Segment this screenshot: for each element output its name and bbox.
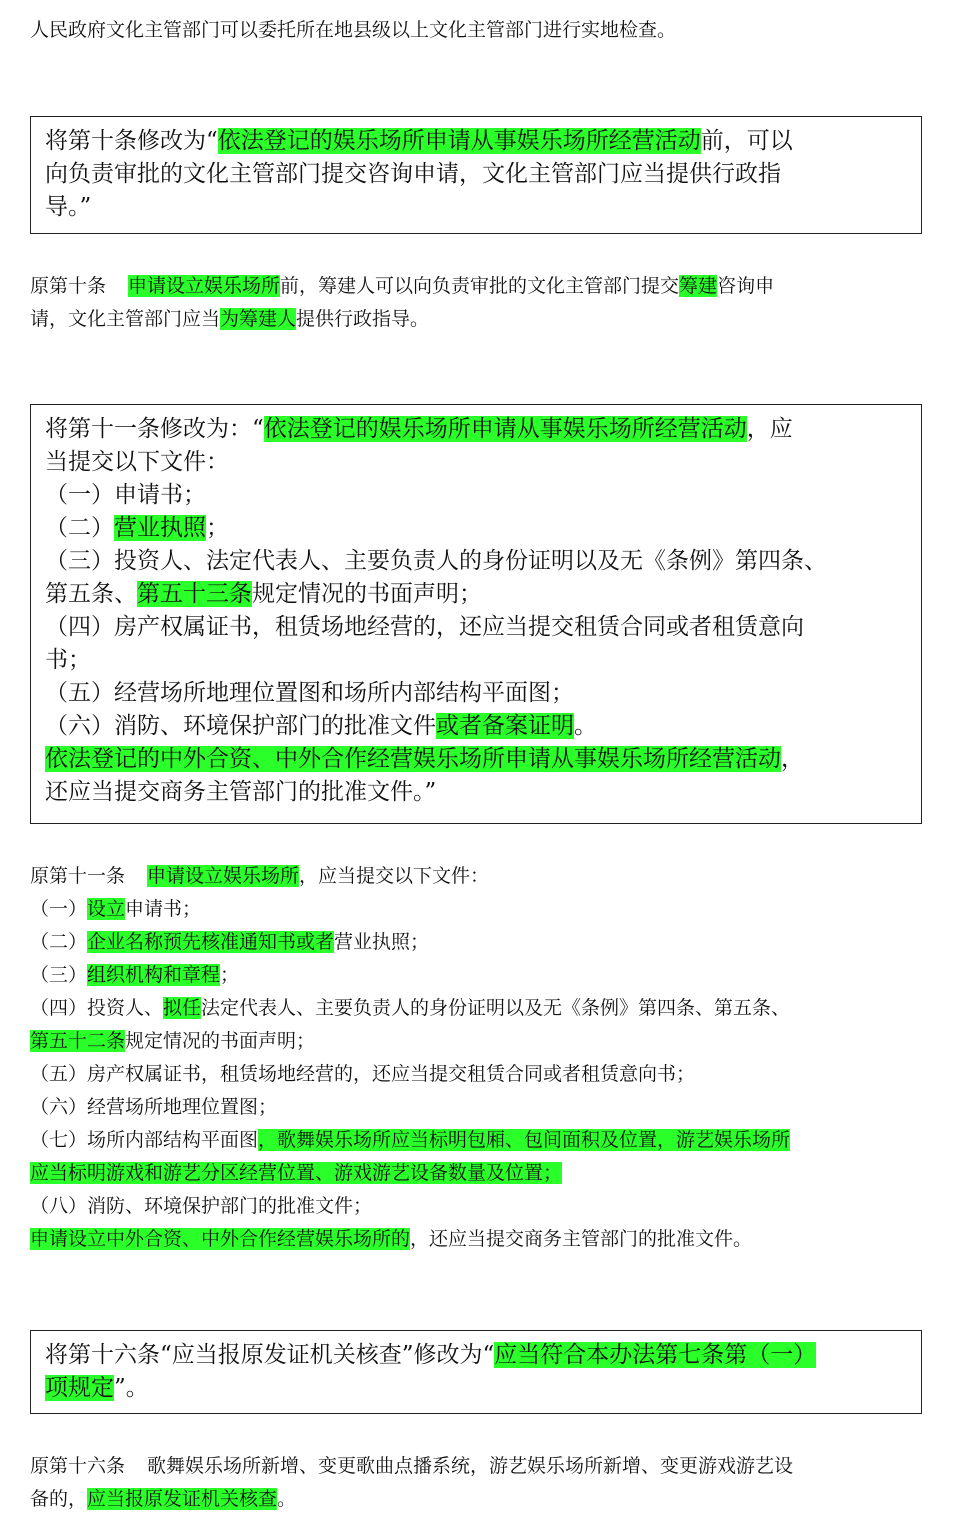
highlight: 拟任: [163, 997, 202, 1019]
box10-line-2: 向负责审批的文化主管部门提交咨询申请，文化主管部门应当提供行政指: [45, 161, 781, 187]
highlight: 项规定: [45, 1375, 114, 1401]
highlight: 组织机构和章程: [87, 964, 221, 986]
highlight: 设立: [87, 898, 126, 920]
highlight: 第五十三条: [137, 581, 252, 607]
highlight: 申请设立中外合资、中外合作经营娱乐场所的: [30, 1228, 411, 1250]
article-label: 原第十一条: [30, 865, 126, 887]
highlight: 第五十二条: [30, 1030, 126, 1052]
amendment-box-article-11: 将第十一条修改为：“依法登记的娱乐场所申请从事娱乐场所经营活动，应 当提交以下文件： （一）申请书； （二）营业执照； （三）投资人、法定代表人、主要负责人的身份证明以及无《条例》第四条、 第五条、第五十三条规定情况的书面声明； （四）房产权属证书，租赁场地经营的，还应当提交租赁合同或者租赁意向 书； （五）经营场所地理位置图和场所内部结构平面图； （六）消防、环境保护部门的批准文件或者备案证明。 依法登记的中外合资、中外合作经营娱乐场所申请从事娱乐场所经营活动， 还应当提交商务主管部门的批准文件。”: [30, 404, 922, 824]
highlight: 营业执照: [114, 515, 206, 541]
original-article-16: 原第十六条 歌舞娱乐场所新增、变更歌曲点播系统，游艺娱乐场所新增、变更游戏游艺设 备的，应当报原发证机关核查。: [30, 1455, 794, 1510]
highlight: ，歌舞娱乐场所应当标明包厢、包间面积及位置，游艺娱乐场所: [258, 1129, 791, 1151]
highlight: 为筹建人: [220, 308, 297, 330]
article-label: 原第十六条: [30, 1455, 126, 1477]
highlight: 企业名称预先核准通知书或者: [87, 931, 335, 953]
box10-line-1: 将第十条修改为“依法登记的娱乐场所申请从事娱乐场所经营活动前，可以: [45, 128, 793, 154]
original-article-10: 原第十条 申请设立娱乐场所前，筹建人可以向负责审批的文化主管部门提交筹建咨询申 请，文化主管部门应当为筹建人提供行政指导。: [30, 275, 775, 330]
highlight: 申请设立娱乐场所: [128, 275, 281, 297]
article-label: 原第十条: [30, 275, 107, 297]
highlight: 依法登记的中外合资、中外合作经营娱乐场所申请从事娱乐场所经营活动: [45, 746, 781, 772]
original-article-11: 原第十一条 申请设立娱乐场所，应当提交以下文件： （一）设立申请书； （二）企业名称预先核准通知书或者营业执照； （三）组织机构和章程； （四）投资人、拟任法定代表人、主要负责人的身份证明以及无《条例》第四条、第五条、 第五十二条规定情况的书面声明； （五）房产权属证书，租赁场地经营的，还应当提交租赁合同或者租赁意向书； （六）经营场所地理位置图； （七）场所内部结构平面图，歌舞娱乐场所应当标明包厢、包间面积及位置，游艺娱乐场所 应当标明游戏和游艺分区经营位置、游戏游艺设备数量及位置； （八）消防、环境保护部门的批准文件； 申请设立中外合资、中外合作经营娱乐场所的，还应当提交商务主管部门的批准文件。: [30, 865, 791, 1250]
highlight: 申请设立娱乐场所: [147, 865, 300, 887]
highlight: 依法登记的娱乐场所申请从事娱乐场所经营活动: [263, 416, 747, 442]
amendment-box-article-10: [30, 116, 922, 234]
intro-text: 人民政府文化主管部门可以委托所在地县级以上文化主管部门进行实地检查。: [30, 19, 677, 41]
box10-line-3: 导。”: [45, 194, 92, 220]
highlight: 应当报原发证机关核查: [87, 1488, 278, 1510]
highlight: 应当标明游戏和游艺分区经营位置、游戏游艺设备数量及位置；: [30, 1162, 563, 1184]
highlight: 应当符合本办法第七条第（一）: [494, 1342, 817, 1368]
highlight: 依法登记的娱乐场所申请从事娱乐场所经营活动: [217, 128, 701, 154]
highlight: 或者备案证明: [436, 713, 574, 739]
amendment-box-article-16: 将第十六条“应当报原发证机关核查”修改为“应当符合本办法第七条第（一） 项规定”。: [30, 1330, 922, 1414]
highlight: 筹建: [679, 275, 718, 297]
